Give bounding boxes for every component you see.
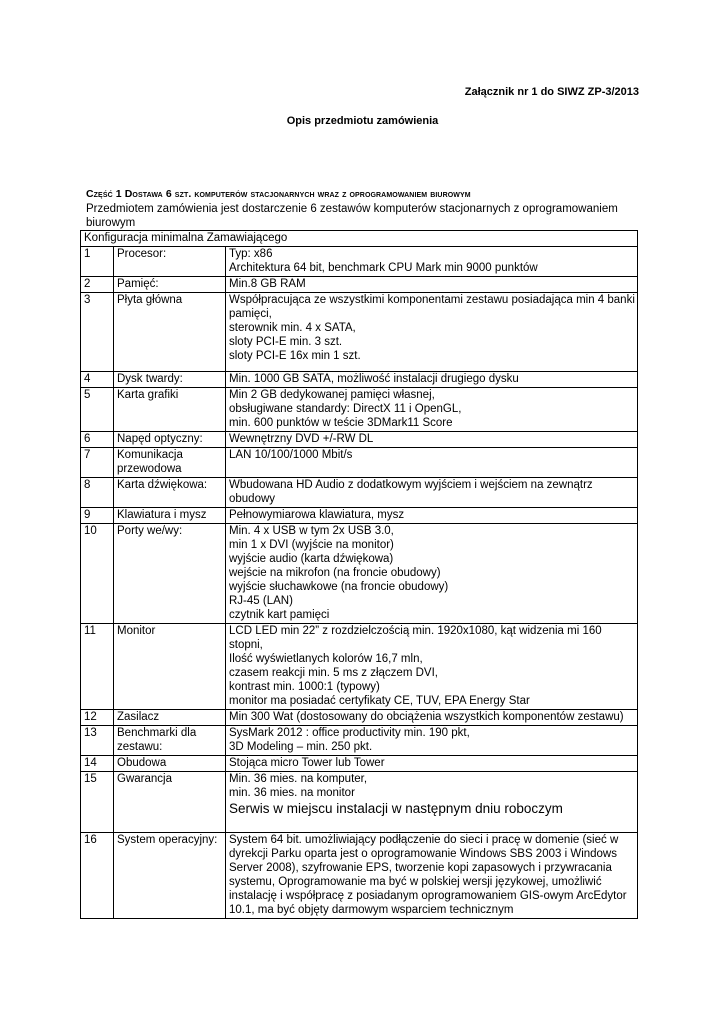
requirement-line: System 64 bit. umożliwiający podłączenie do sieci i pracę w domenie (sieć w dyrekcji Parku oparta jest o oprogramowanie Windows SBS 2003 i Windows Server 2008), szyfrowanie EPS, tworzenie kopi zapasowych i przywracania systemu, Oprogramowanie ma być w polskiej wersji językowej, umożliwić instalację i współpracę z posiadanym oprogramowaniem GIS-owym ArcEdytor 10.1, ma być objęty darmowym wsparciem technicznym bbox=[229, 834, 627, 916]
component-requirements bbox=[226, 293, 638, 372]
row-number: 15 bbox=[81, 772, 114, 833]
requirement-line: czytnik kart pamięci bbox=[229, 609, 330, 621]
table-row bbox=[81, 772, 638, 833]
component-name: Dysk twardy: bbox=[114, 372, 226, 388]
table-row bbox=[81, 247, 638, 277]
component-name: Porty we/wy: bbox=[114, 524, 226, 624]
table-row bbox=[81, 448, 638, 478]
requirement-line: Pełnowymiarowa klawiatura, mysz bbox=[229, 509, 405, 521]
component-name: Komunikacja przewodowa bbox=[114, 448, 226, 478]
table-row bbox=[81, 726, 638, 756]
component-name: System operacyjny: bbox=[114, 833, 226, 919]
requirement-line: min. 36 mies. na monitor bbox=[229, 787, 355, 799]
table-row bbox=[81, 478, 638, 508]
component-requirements bbox=[226, 247, 638, 277]
requirement-line: Min 300 Wat (dostosowany do obciążenia wszystkich komponentów zestawu) bbox=[229, 711, 624, 723]
table-header-row bbox=[81, 231, 638, 247]
requirement-line: Min.8 GB RAM bbox=[229, 278, 306, 290]
table-row bbox=[81, 710, 638, 726]
component-requirements bbox=[226, 432, 638, 448]
requirement-line: Min. 1000 GB SATA, możliwość instalacji drugiego dysku bbox=[229, 373, 519, 385]
requirement-line: min. 600 punktów w teście 3DMark11 Score bbox=[229, 417, 453, 429]
component-name: Płyta główna bbox=[114, 293, 226, 372]
requirement-line: RJ-45 (LAN) bbox=[229, 595, 293, 607]
row-number: 8 bbox=[81, 478, 114, 508]
component-requirements bbox=[226, 372, 638, 388]
component-name: Klawiatura i mysz bbox=[114, 508, 226, 524]
component-requirements bbox=[226, 833, 638, 919]
requirement-line: sterownik min. 4 x SATA, bbox=[229, 322, 356, 334]
row-number: 13 bbox=[81, 726, 114, 756]
component-requirements bbox=[226, 448, 638, 478]
requirement-line: SysMark 2012 : office productivity min. 190 pkt, bbox=[229, 727, 470, 739]
row-number: 11 bbox=[81, 624, 114, 710]
requirement-line: LCD LED min 22” z rozdzielczością min. 1920x1080, kąt widzenia mi 160 stopni, bbox=[229, 625, 602, 651]
annex-reference: Załącznik nr 1 do SIWZ ZP-3/2013 bbox=[464, 86, 639, 98]
component-name: Monitor bbox=[114, 624, 226, 710]
row-number: 4 bbox=[81, 372, 114, 388]
table-row bbox=[81, 508, 638, 524]
table-row bbox=[81, 277, 638, 293]
requirement-line: Min. 36 mies. na komputer, bbox=[229, 773, 368, 785]
row-number: 9 bbox=[81, 508, 114, 524]
component-name: Karta dźwiękowa: bbox=[114, 478, 226, 508]
component-requirements bbox=[226, 508, 638, 524]
table-row bbox=[81, 833, 638, 919]
component-requirements bbox=[226, 277, 638, 293]
component-name: Zasilacz bbox=[114, 710, 226, 726]
table-row bbox=[81, 756, 638, 772]
requirement-line: Wewnętrzny DVD +/-RW DL bbox=[229, 433, 374, 445]
part-heading: Część 1 Dostawa 6 szt. komputerów stacjonarnych wraz z oprogramowaniem biurowym bbox=[86, 188, 471, 200]
component-name: Karta grafiki bbox=[114, 388, 226, 432]
table-row bbox=[81, 293, 638, 372]
requirement-line: min 1 x DVI (wyjście na monitor) bbox=[229, 539, 394, 551]
requirement-line: Ilość wyświetlanych kolorów 16,7 mln, bbox=[229, 653, 423, 665]
component-requirements bbox=[226, 524, 638, 624]
component-requirements bbox=[226, 726, 638, 756]
requirement-line: wyjście słuchawkowe (na froncie obudowy) bbox=[229, 581, 449, 593]
table-row bbox=[81, 388, 638, 432]
component-requirements bbox=[226, 756, 638, 772]
row-number: 7 bbox=[81, 448, 114, 478]
row-number: 16 bbox=[81, 833, 114, 919]
requirement-line: czasem reakcji min. 5 ms z złączem DVI, bbox=[229, 667, 438, 679]
requirement-line: Wbudowana HD Audio z dodatkowym wyjściem i wejściem na zewnątrz obudowy bbox=[229, 479, 593, 505]
requirement-line: Min. 4 x USB w tym 2x USB 3.0, bbox=[229, 525, 394, 537]
row-number: 3 bbox=[81, 293, 114, 372]
component-name: Obudowa bbox=[114, 756, 226, 772]
component-name: Pamięć: bbox=[114, 277, 226, 293]
requirement-line: sloty PCI-E min. 3 szt. bbox=[229, 336, 343, 348]
row-number: 5 bbox=[81, 388, 114, 432]
row-number: 1 bbox=[81, 247, 114, 277]
row-number: 10 bbox=[81, 524, 114, 624]
component-requirements bbox=[226, 478, 638, 508]
warranty-service-note: Serwis w miejscu instalacji w następnym dniu roboczym bbox=[229, 801, 563, 816]
component-name: Procesor: bbox=[114, 247, 226, 277]
requirement-line: kontrast min. 1000:1 (typowy) bbox=[229, 681, 380, 693]
table-row bbox=[81, 524, 638, 624]
requirement-line: Stojąca micro Tower lub Tower bbox=[229, 757, 385, 769]
requirement-line: wyjście audio (karta dźwiękowa) bbox=[229, 553, 394, 565]
row-number: 6 bbox=[81, 432, 114, 448]
requirement-line: Min 2 GB dedykowanej pamięci własnej, bbox=[229, 389, 435, 401]
requirement-line: Współpracująca ze wszystkimi komponentami zestawu posiadająca min 4 banki pamięci, bbox=[229, 294, 635, 320]
requirement-line: Architektura 64 bit, benchmark CPU Mark min 9000 punktów bbox=[229, 262, 538, 274]
part-intro: Przedmiotem zamówienia jest dostarczenie 6 zestawów komputerów stacjonarnych z oprogramowaniem biurowym bbox=[86, 203, 618, 229]
row-number: 12 bbox=[81, 710, 114, 726]
requirement-line: Typ: x86 bbox=[229, 248, 273, 260]
table-row bbox=[81, 432, 638, 448]
row-number: 14 bbox=[81, 756, 114, 772]
component-name: Gwarancja bbox=[114, 772, 226, 833]
requirement-line: monitor ma posiadać certyfikaty CE, TUV, EPA Energy Star bbox=[229, 695, 530, 707]
requirement-line: 3D Modeling – min. 250 pkt. bbox=[229, 741, 373, 753]
component-requirements bbox=[226, 710, 638, 726]
table-header: Konfiguracja minimalna Zamawiającego bbox=[81, 231, 638, 247]
component-requirements bbox=[226, 388, 638, 432]
component-name: Benchmarki dla zestawu: bbox=[114, 726, 226, 756]
component-requirements bbox=[226, 772, 638, 833]
document-title: Opis przedmiotu zamówienia bbox=[286, 115, 439, 127]
requirement-line: wejście na mikrofon (na froncie obudowy) bbox=[229, 567, 441, 579]
requirement-line: LAN 10/100/1000 Mbit/s bbox=[229, 449, 353, 461]
row-number: 2 bbox=[81, 277, 114, 293]
requirement-line: obsługiwane standardy: DirectX 11 i OpenGL, bbox=[229, 403, 462, 415]
table-row bbox=[81, 624, 638, 710]
component-requirements bbox=[226, 624, 638, 710]
specification-table bbox=[80, 230, 638, 919]
table-row bbox=[81, 372, 638, 388]
component-name: Napęd optyczny: bbox=[114, 432, 226, 448]
requirement-line: sloty PCI-E 16x min 1 szt. bbox=[229, 350, 361, 362]
